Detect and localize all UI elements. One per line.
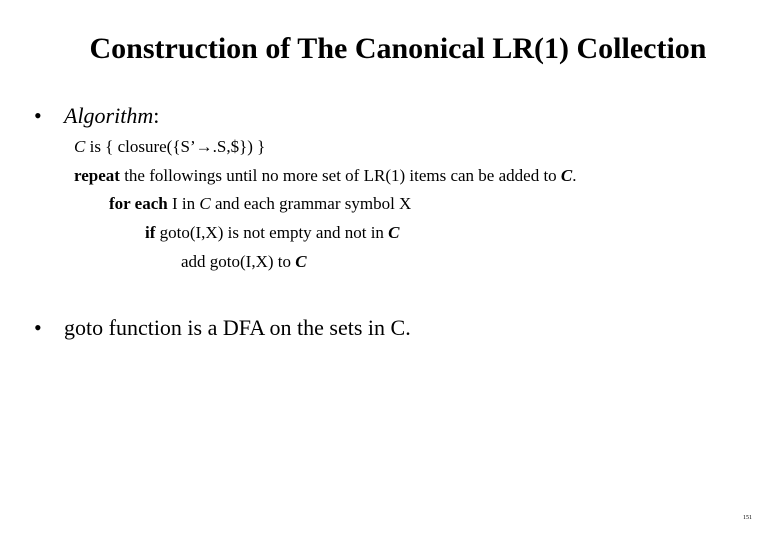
- algorithm-line-4: [145, 223, 400, 243]
- goto-bullet-text: goto function is a DFA on the sets in C.: [64, 315, 411, 340]
- collection-symbol: C: [295, 252, 307, 271]
- line-1-text: is { closure({S’→.S,$}) }: [85, 137, 266, 156]
- slide-title: Construction of The Canonical LR(1) Collection: [89, 32, 707, 65]
- algorithm-line-3: [109, 194, 411, 214]
- bullet-glyph: •: [34, 315, 42, 340]
- line-2-text: the followings until no more set of LR(1) items can be added to: [119, 166, 561, 185]
- algorithm-heading: Algorithm: [64, 103, 154, 128]
- algorithm-line-1: [74, 137, 265, 157]
- if-keyword: if: [145, 223, 156, 242]
- line-3-text-2: and each grammar symbol X: [210, 194, 412, 213]
- line-5-text: add goto(I,X) to: [181, 252, 296, 271]
- algorithm-line-5: [181, 252, 307, 272]
- repeat-keyword: repeat: [74, 166, 120, 185]
- collection-symbol: C: [560, 166, 573, 185]
- bullet-goto: [34, 315, 411, 341]
- bullet-glyph: •: [34, 103, 42, 128]
- line-3-text: I in: [167, 194, 200, 213]
- collection-symbol: C: [199, 194, 211, 213]
- page-number: 151: [743, 515, 752, 521]
- collection-symbol: C: [388, 223, 400, 242]
- algorithm-heading-colon: :: [153, 103, 160, 128]
- algorithm-line-2: [74, 166, 577, 186]
- line-4-text: goto(I,X) is not empty and not in: [155, 223, 389, 242]
- bullet-algorithm: [34, 103, 159, 129]
- line-2-end: .: [572, 166, 577, 185]
- for-each-keyword: for each: [109, 194, 168, 213]
- collection-symbol: C: [74, 137, 86, 156]
